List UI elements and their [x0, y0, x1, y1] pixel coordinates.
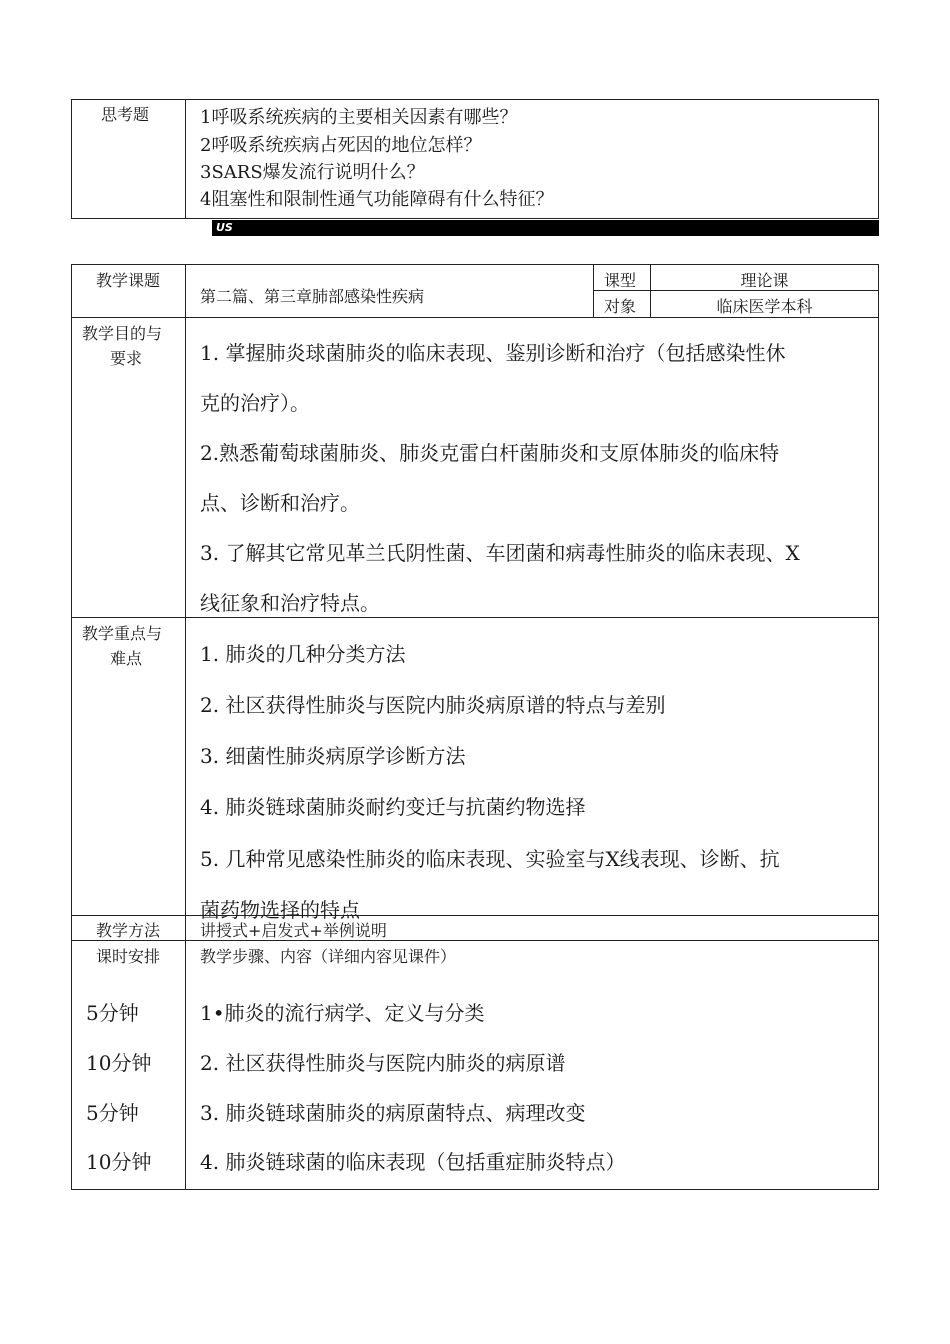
schedule-content-3: 3. 肺炎链球菌肺炎的病原菌特点、病理改变 [200, 1101, 586, 1125]
type-label: 课型 [604, 271, 637, 290]
keypoint-1: 1. 肺炎的几种分类方法 [200, 642, 406, 666]
schedule-content-4: 4. 肺炎链球菌的临床表现（包括重症肺炎特点） [200, 1150, 626, 1174]
schedule-label: 课时安排 [96, 947, 161, 966]
schedule-time-2: 10分钟 [86, 1051, 152, 1075]
topic-value: 第二篇、第三章肺部感染性疾病 [200, 287, 425, 306]
thinking-label: 思考题 [101, 105, 150, 124]
keypoint-6: 菌药物选择的特点 [200, 898, 360, 922]
keypoints-label-2: 难点 [110, 649, 143, 668]
black-banner [212, 220, 879, 236]
question-1: 1呼吸系统疾病的主要相关因素有哪些？ [200, 107, 518, 128]
schedule-time-1: 5分钟 [86, 1001, 139, 1025]
audience-label: 对象 [604, 297, 637, 316]
goals-label-2: 要求 [110, 349, 143, 368]
type-value: 理论课 [740, 271, 789, 290]
question-3: 3SARS爆发流行说明什么？ [200, 162, 425, 183]
schedule-content-2: 2. 社区获得性肺炎与医院内肺炎的病原谱 [200, 1051, 566, 1075]
goals-label-1: 教学目的与 [82, 324, 163, 343]
goal-line-4: 点、诊断和治疗。 [200, 491, 360, 515]
keypoint-5: 5. 几种常见感染性肺炎的临床表现、实验室与X线表现、诊断、抗 [200, 847, 780, 871]
question-2: 2呼吸系统疾病占死因的地位怎样？ [200, 135, 482, 156]
audience-value: 临床医学本科 [716, 297, 813, 316]
goal-line-2: 克的治疗）。 [200, 391, 310, 415]
topic-label: 教学课题 [96, 271, 161, 290]
banner-text: US [216, 221, 233, 234]
goal-line-5: 3. 了解其它常见革兰氏阴性菌、车团菌和病毒性肺炎的临床表现、X [200, 541, 800, 565]
goal-line-3: 2.熟悉葡萄球菌肺炎、肺炎克雷白杆菌肺炎和支原体肺炎的临床特 [200, 441, 780, 465]
method-label: 教学方法 [96, 921, 161, 940]
keypoint-2: 2. 社区获得性肺炎与医院内肺炎病原谱的特点与差别 [200, 693, 666, 717]
method-value: 讲授式+启发式+举例说明 [200, 921, 387, 940]
goal-line-6: 线征象和治疗特点。 [200, 591, 380, 615]
schedule-time-3: 5分钟 [86, 1101, 139, 1125]
question-4: 4阻塞性和限制性通气功能障碍有什么特征？ [200, 189, 554, 210]
schedule-header: 教学步骤、内容（详细内容见课件） [200, 947, 457, 966]
goal-line-1: 1. 掌握肺炎球菌肺炎的临床表现、鉴别诊断和治疗（包括感染性休 [200, 341, 786, 365]
keypoints-label-1: 教学重点与 [82, 624, 163, 643]
schedule-time-4: 10分钟 [86, 1150, 152, 1174]
schedule-content-1: 1•肺炎的流行病学、定义与分类 [200, 1001, 485, 1025]
keypoint-4: 4. 肺炎链球菌肺炎耐约变迁与抗菌约物选择 [200, 795, 586, 819]
keypoint-3: 3. 细菌性肺炎病原学诊断方法 [200, 744, 466, 768]
